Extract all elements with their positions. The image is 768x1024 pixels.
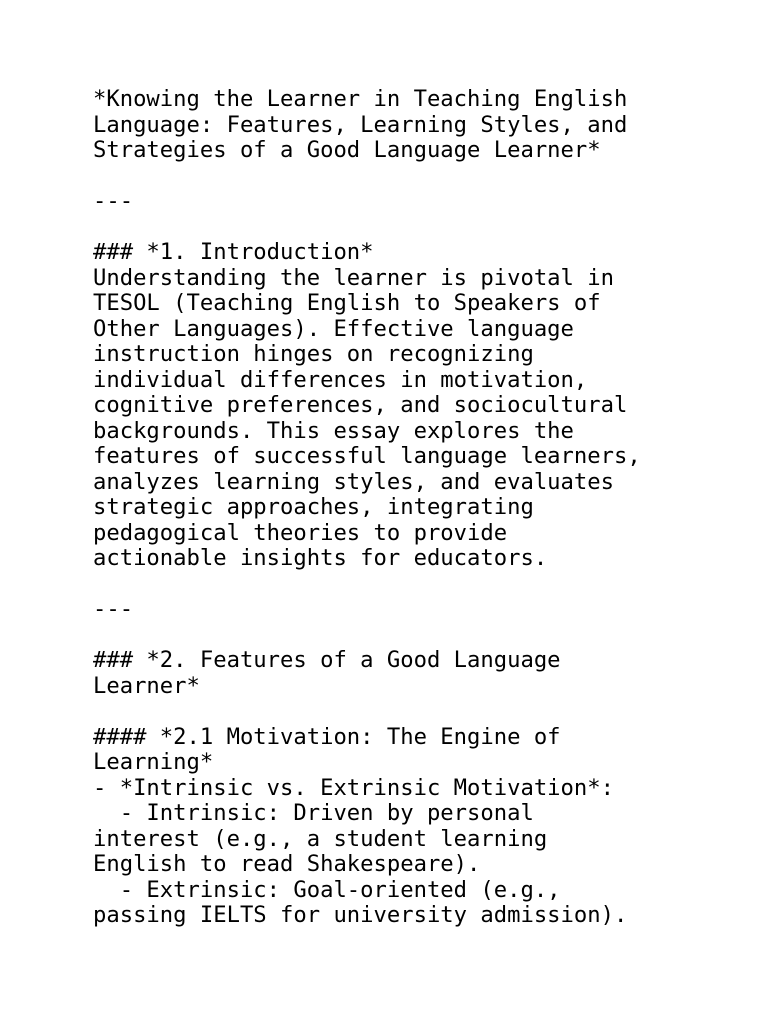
title-line: Strategies of a Good Language Learner*	[93, 137, 601, 163]
paragraph-line: strategic approaches, integrating	[93, 494, 534, 520]
section-features	[93, 648, 733, 929]
paragraph-line: individual differences in motivation,	[93, 366, 588, 393]
paragraph-line: pedagogical theories to provide	[93, 519, 508, 546]
subsection-heading-line: #### *2.1 Motivation: The Engine of	[93, 723, 561, 750]
blank-line	[93, 164, 733, 190]
section-heading-line: Learner*	[93, 672, 200, 699]
blank-line	[93, 699, 733, 725]
subsection-motivation	[93, 725, 733, 929]
list-item-continuation: interest (e.g., a student learning	[93, 825, 548, 852]
list-item-continuation: English to read Shakespeare).	[93, 851, 481, 877]
paragraph-line: TESOL (Teaching English to Speakers of	[93, 290, 601, 316]
list-item-continuation: passing IELTS for university admission).	[93, 902, 628, 928]
horizontal-rule: ---	[93, 188, 134, 214]
section-heading: ### *1. Introduction*	[93, 239, 374, 265]
blank-line	[93, 572, 733, 598]
paragraph-line: analyzes learning styles, and evaluates	[93, 468, 614, 495]
subsection-heading-line: Learning*	[93, 749, 214, 775]
paragraph-line: instruction hinges on recognizing	[93, 341, 534, 367]
paragraph-line: Other Languages). Effective language	[93, 315, 574, 342]
section-heading-line: ### *2. Features of a Good Language	[93, 647, 561, 673]
horizontal-rule: ---	[93, 596, 134, 622]
list-item-nested: - Intrinsic: Driven by personal	[93, 800, 534, 826]
paragraph-line: features of successful language learners,	[93, 443, 641, 469]
title-line: Language: Features, Learning Styles, and	[93, 111, 628, 138]
paragraph	[93, 266, 733, 572]
section-introduction	[93, 240, 733, 572]
paragraph-line: Understanding the learner is pivotal in	[93, 264, 614, 291]
document-title	[93, 87, 733, 164]
list-item: - *Intrinsic vs. Extrinsic Motivation*:	[93, 774, 614, 801]
document-page	[93, 87, 733, 929]
paragraph-line: actionable insights for educators.	[93, 545, 548, 571]
list-item-nested: - Extrinsic: Goal-oriented (e.g.,	[93, 876, 561, 903]
paragraph-line: backgrounds. This essay explores the	[93, 417, 574, 444]
blank-line	[93, 623, 733, 649]
title-line: *Knowing the Learner in Teaching English	[93, 86, 628, 112]
blank-line	[93, 215, 733, 241]
paragraph-line: cognitive preferences, and sociocultural	[93, 392, 628, 418]
